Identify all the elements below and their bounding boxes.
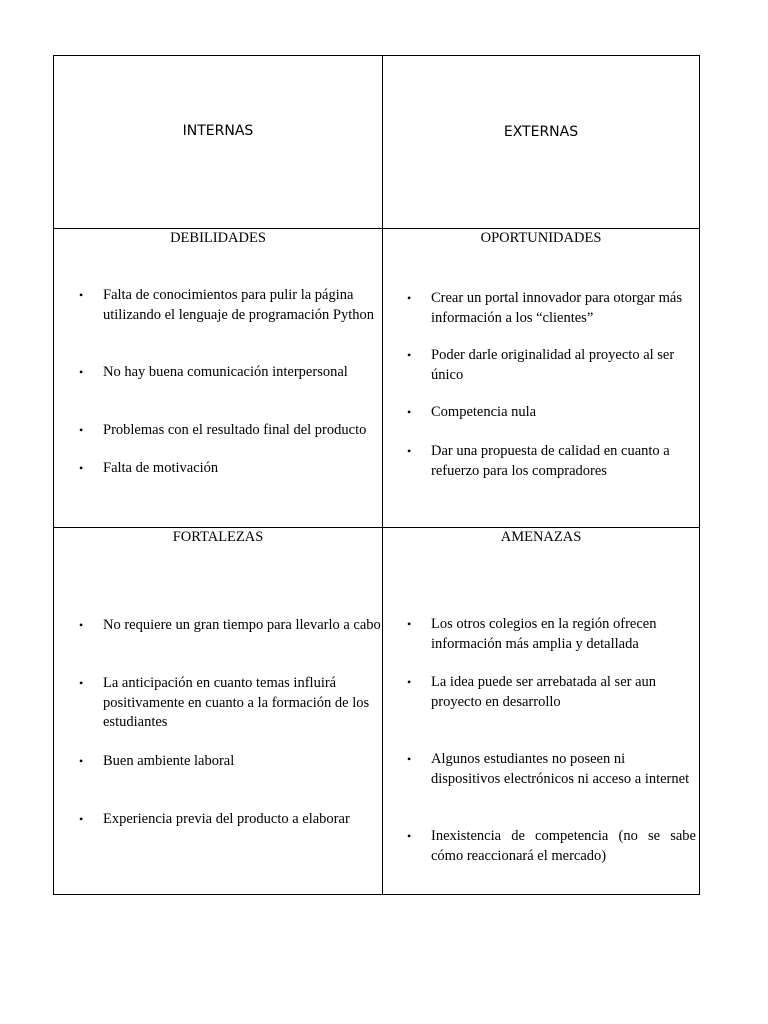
bullet-icon: •: [407, 291, 412, 305]
debilidades-item: [79, 421, 381, 441]
amenazas-item-text: Inexistencia de competencia (no se sabe cómo reaccionará el mercado): [431, 828, 696, 864]
bullet-icon: •: [79, 754, 84, 768]
oportunidades-item-text: Crear un portal innovador para otorgar más información a los “clientes”: [431, 290, 682, 326]
fortalezas-item-text: Buen ambiente laboral: [103, 753, 235, 769]
amenazas-item: [407, 827, 696, 866]
debilidades-item-text: Falta de motivación: [103, 460, 219, 476]
bullet-icon: •: [79, 618, 84, 632]
amenazas-title: AMENAZAS: [500, 529, 582, 545]
bullet-icon: •: [79, 461, 84, 475]
fortalezas-item: [79, 752, 381, 772]
fortalezas-title: FORTALEZAS: [172, 529, 264, 545]
oportunidades-item-text: Dar una propuesta de calidad en cuanto a refuerzo para los compradores: [431, 443, 670, 479]
oportunidades-item-text: Poder darle originalidad al proyecto al ser único: [431, 347, 675, 383]
fortalezas-item-text: No requiere un gran tiempo para llevarlo a cabo: [103, 617, 381, 633]
debilidades-item: [79, 363, 381, 383]
debilidades-item-text: No hay buena comunicación interpersonal: [103, 364, 348, 380]
bullet-icon: •: [407, 405, 412, 419]
debilidades-item-text: Problemas con el resultado final del producto: [103, 422, 367, 438]
bullet-icon: •: [79, 423, 84, 437]
fortalezas-item-text: La anticipación en cuanto temas influirá positivamente en cuanto a la formación de los estudiantes: [103, 675, 370, 731]
bullet-icon: •: [79, 812, 84, 826]
amenazas-item-text: Los otros colegios en la región ofrecen información más amplia y detallada: [431, 616, 657, 652]
bullet-icon: •: [407, 829, 412, 843]
bullet-icon: •: [407, 752, 412, 766]
amenazas-item-text: Algunos estudiantes no poseen ni dispositivos electrónicos ni acceso a internet: [431, 751, 690, 787]
amenazas-item: [407, 750, 696, 789]
foda-table: [53, 55, 700, 895]
bullet-icon: •: [407, 675, 412, 689]
oportunidades-item: [407, 403, 696, 423]
bullet-icon: •: [407, 617, 412, 631]
column-divider: [382, 56, 383, 894]
bullet-icon: •: [407, 444, 412, 458]
bullet-icon: •: [79, 676, 84, 690]
fortalezas-item: [79, 616, 381, 636]
header-internas: INTERNAS: [182, 123, 254, 139]
debilidades-item: [79, 459, 381, 479]
header-externas: EXTERNAS: [503, 124, 579, 140]
oportunidades-item: [407, 346, 696, 385]
oportunidades-title: OPORTUNIDADES: [480, 230, 602, 246]
bullet-icon: •: [407, 348, 412, 362]
bullet-icon: •: [79, 365, 84, 379]
fortalezas-item: [79, 810, 381, 830]
debilidades-title: DEBILIDADES: [170, 230, 266, 246]
fortalezas-item-text: Experiencia previa del producto a elaborar: [103, 811, 350, 827]
amenazas-item: [407, 615, 696, 654]
oportunidades-item: [407, 442, 696, 481]
fortalezas-item: [79, 674, 381, 733]
oportunidades-item: [407, 289, 696, 328]
oportunidades-item-text: Competencia nula: [431, 404, 537, 420]
debilidades-item: [79, 286, 381, 325]
amenazas-item: [407, 673, 696, 712]
bullet-icon: •: [79, 288, 84, 302]
debilidades-item-text: Falta de conocimientos para pulir la página utilizando el lenguaje de programación Python: [103, 287, 374, 323]
amenazas-item-text: La idea puede ser arrebatada al ser aun proyecto en desarrollo: [431, 674, 657, 710]
